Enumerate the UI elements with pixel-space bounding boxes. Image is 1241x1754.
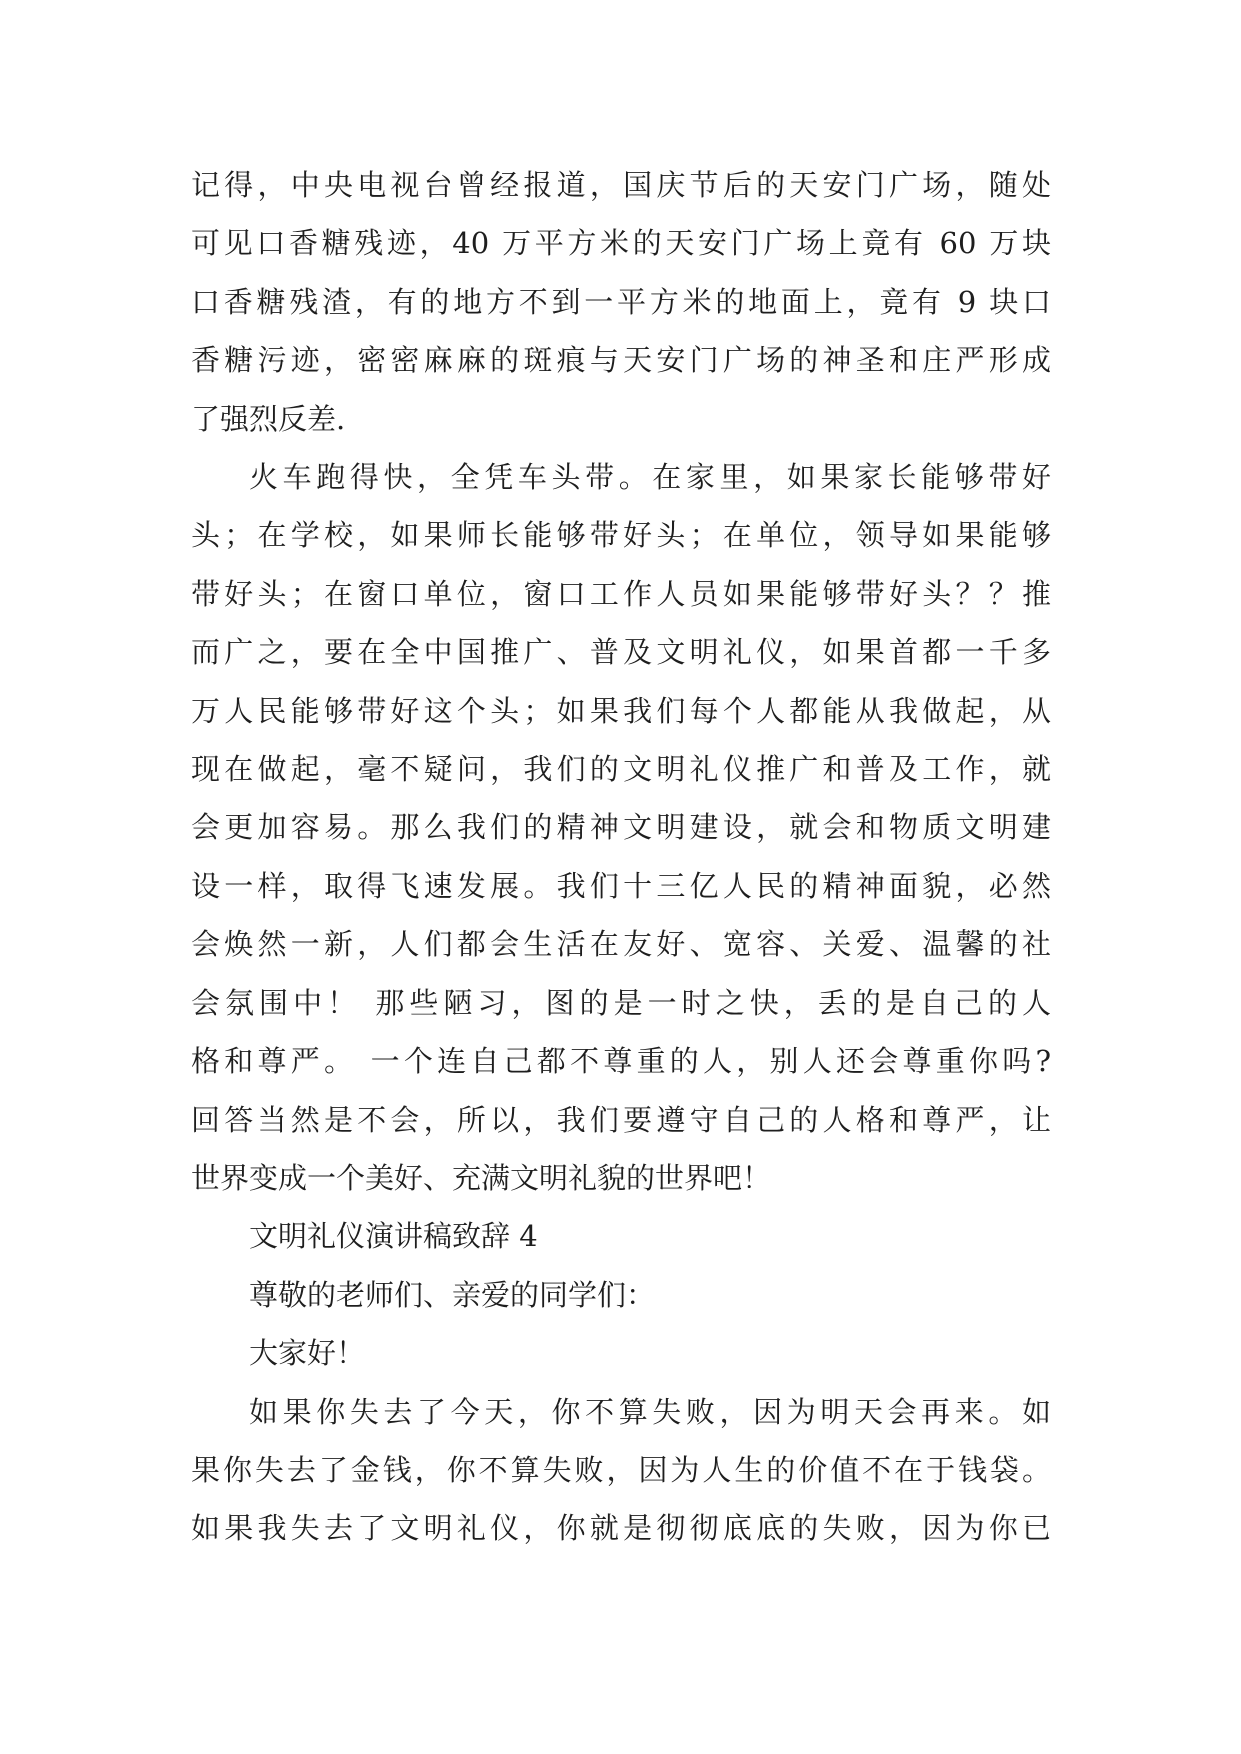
paragraph-train-leader bbox=[191, 448, 1051, 1207]
text-line: 会焕然一新，人们都会生活在友好、宽容、关爱、温馨的社 bbox=[191, 927, 1051, 962]
text-line: 格和尊严。 一个连自己都不尊重的人，别人还会尊重你吗? bbox=[191, 1044, 1051, 1079]
section-heading bbox=[191, 1207, 1051, 1265]
text-line: 世界变成一个美好、充满文明礼貌的世界吧！ bbox=[191, 1160, 772, 1195]
text-line: 万人民能够带好这个头；如果我们每个人都能从我做起，从 bbox=[191, 693, 1051, 728]
paragraph-chewing-gum bbox=[191, 156, 1051, 448]
text-line: 记得，中央电视台曾经报道，国庆节后的天安门广场，随处 bbox=[191, 168, 1051, 202]
text-line: 会更加容易。那么我们的精神文明建设，就会和物质文明建 bbox=[191, 810, 1051, 845]
text-line: 口香糖残渣，有的地方不到一平方米的地面上，竟有 9 块口 bbox=[191, 284, 1051, 319]
document-body bbox=[191, 156, 1051, 1558]
text-line: 文明礼仪演讲稿致辞 4 bbox=[249, 1219, 538, 1254]
text-line: 设一样，取得飞速发展。我们十三亿人民的精神面貌，必然 bbox=[191, 868, 1051, 903]
text-line: 可见口香糖残迹，40 万平方米的天安门广场上竟有 60 万块 bbox=[191, 226, 1051, 261]
text-line: 回答当然是不会，所以，我们要遵守自己的人格和尊严，让 bbox=[191, 1102, 1051, 1137]
greeting bbox=[191, 1324, 1051, 1382]
text-line: 大家好！ bbox=[249, 1336, 366, 1371]
text-line: 香糖污迹，密密麻麻的斑痕与天安门广场的神圣和庄严形成 bbox=[191, 343, 1051, 378]
text-line: 而广之，要在全中国推广、普及文明礼仪，如果首都一千多 bbox=[191, 635, 1051, 670]
text-line: 如果你失去了今天，你不算失败，因为明天会再来。如 bbox=[249, 1394, 1051, 1429]
text-line: 果你失去了金钱，你不算失败，因为人生的价值不在于钱袋。 bbox=[191, 1452, 1051, 1487]
paragraph-losing-etiquette bbox=[191, 1383, 1051, 1558]
salutation bbox=[191, 1266, 1051, 1324]
text-line: 会氛围中！ 那些陋习，图的是一时之快，丢的是自己的人 bbox=[191, 985, 1051, 1020]
text-line: 火车跑得快，全凭车头带。在家里，如果家长能够带好 bbox=[249, 460, 1051, 495]
text-line: 头；在学校，如果师长能够带好头；在单位，领导如果能够 bbox=[191, 518, 1051, 553]
text-line: 带好头；在窗口单位，窗口工作人员如果能够带好头？？推 bbox=[191, 576, 1051, 611]
text-line: 现在做起，毫不疑问，我们的文明礼仪推广和普及工作，就 bbox=[191, 752, 1051, 787]
text-line: 尊敬的老师们、亲爱的同学们： bbox=[249, 1277, 656, 1312]
text-line: 了强烈反差. bbox=[191, 401, 346, 436]
text-line: 如果我失去了文明礼仪，你就是彻彻底底的失败，因为你已 bbox=[191, 1511, 1051, 1546]
